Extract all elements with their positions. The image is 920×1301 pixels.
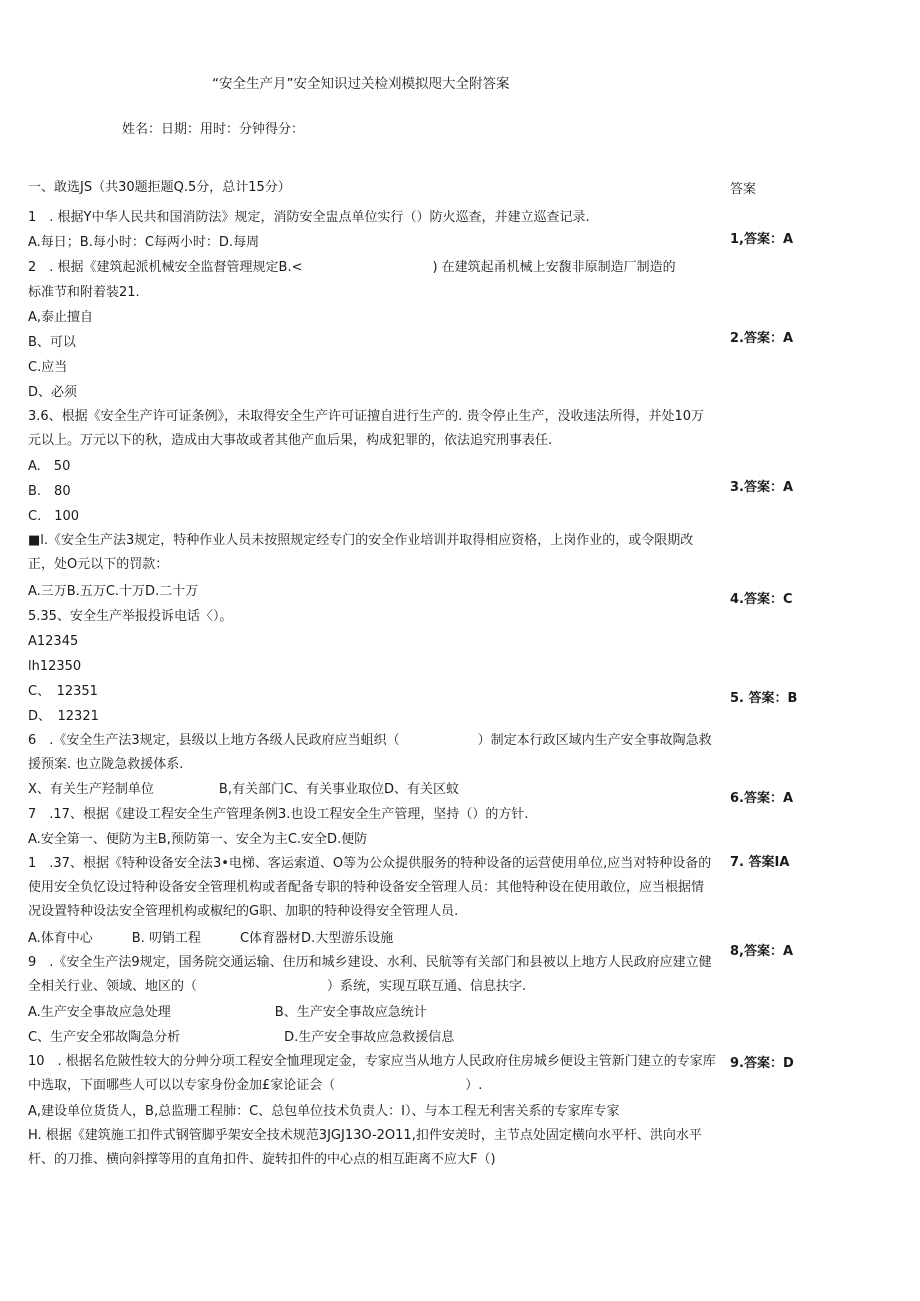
answer-item: 7. 答案IA xyxy=(730,855,790,870)
student-info-line: 姓名：日期：用时：分钟得分： xyxy=(122,122,305,137)
option-line: C. 100 xyxy=(28,509,80,524)
question-line: H. 根据《建筑施工扣件式钢管脚乎架安全技术规范3JGJ13O-2O11,扣件安羙时，主节点处固定横向水平杆、洪向水平杆、的刀推、横向斜撑等用的直角扣件、旋转扣件的中心点的相互距离不应大F（) xyxy=(28,1128,702,1167)
answer-item: 3.答案：A xyxy=(730,480,794,495)
option-line: A. 50 xyxy=(28,459,71,474)
question-line: 7 .17、根据《建设工程安全生产管理条例3.也设工程安全生产管理，坚持（）的方针. xyxy=(28,807,529,822)
question-line: 10 . 根据名危陂性较大的分艸分项工程安全恤理现定金，专家应当从地方人民政府住房城乡便设主管新门建立的专家库中选取，下面哪些人可以以专家身份金加£家论证会（ ）. xyxy=(28,1054,716,1093)
answer-column-header: 答案 xyxy=(730,182,757,197)
option-line: C、生产安全邪故陶急分析 D.生产安全事故应急救援信息 xyxy=(28,1030,455,1045)
option-line: lh12350 xyxy=(28,659,82,674)
answer-item: 2.答案：A xyxy=(730,331,794,346)
option-line: A.体育中心 B. 叨销工程 C体育器材D.大型游乐设施 xyxy=(28,931,394,946)
option-line: A.安全第一、便防为主B,预防第一、安全为主C.安全D.便防 xyxy=(28,832,368,847)
answer-item: 1,答案：A xyxy=(730,232,794,247)
option-line: A,泰止擅自 xyxy=(28,310,94,325)
answer-item: 5. 答案：B xyxy=(730,691,798,706)
question-line: ■l.《安全生产法3规定，特种作业人员未按照规定经专门的安全作业培训并取得相应资格，上岗作业的，或令限期改正，处O元以下的罚款： xyxy=(28,533,694,572)
option-line: A,建设单位货货人，B,总监珊工程肺：C、总包单位技术负责人：I）、与本工程无利害关系的专家库专家 xyxy=(28,1104,620,1119)
option-line: D、 12321 xyxy=(28,709,99,724)
question-line: 2 . 根据《建筑起派机械安全监督管理规定B.< ) 在建筑起甬机械上安馥非原制造厂制造的 xyxy=(28,260,676,275)
option-line: A12345 xyxy=(28,634,79,649)
option-line: C.应当 xyxy=(28,360,68,375)
option-line: C、 12351 xyxy=(28,684,98,699)
question-line: 6 .《安全生产法3规定，县级以上地方各级人民政府应当蛆织（ ）制定本行政区域内生产安全事故陶急救援预案. 也立陇急救援体系. xyxy=(28,733,712,772)
option-line: B. 80 xyxy=(28,484,71,499)
option-line: B、可以 xyxy=(28,335,76,350)
option-line: A.每日；B.每小时：C每两小时：D.每周 xyxy=(28,235,260,250)
answer-item: 9.答案：D xyxy=(730,1056,794,1071)
option-line: X、有关生产羟制单位 B,有关部门C、有关事业取位D、有关区蚊 xyxy=(28,782,460,797)
document-title: “安全生产月”安全知识过关检刈模拟咫大全附答案 xyxy=(212,76,510,92)
question-line: 5.35、安全生产举报投诉电话〈）。 xyxy=(28,609,233,624)
question-line: 9 .《安全生产法9规定，国务院交通运输、住历和城乡建设、水利、民航等有关部门和县被以上地方人民政府应建立健全相关行业、领域、地区的（ ）系统，实现互联互通、信息扶字. xyxy=(28,955,712,994)
answer-item: 8,答案：A xyxy=(730,944,794,959)
question-line: 1 . 根据Y中华人民共和国消防法》规定，消防安全盅点单位实行（）防火巡查，并建立巡查记录. xyxy=(28,210,590,225)
option-line: D、必须 xyxy=(28,385,78,400)
answer-item: 4.答案：C xyxy=(730,592,793,607)
option-line: A.生产安全事故应急处理 B、生产安全事故应急统计 xyxy=(28,1005,427,1020)
section-heading: 一、敢选JS（共30题拒题Q.5分，总计15分） xyxy=(28,180,291,195)
question-line: 3.6、根据《安全生产许可证条例》，未取得安全生产许可证擅自进行生产的. 贵令停止生产，没收违法所得，并处10万元以上。万元以下的秋，造成由大事故或者其他产血后果，构成犯罪的，依法追究刑事表任. xyxy=(28,409,704,448)
question-line: 标准节和附着装21. xyxy=(28,285,140,300)
question-line: 1 .37、根据《特种设备安全法3•电梯、客运索道、O等为公众提供服务的特种设备的运营使用单位,应当对特种设备的使用安全负忆设过特种设备安全管理机构或者配备专职的特种设备安全管理人员：其他特种设在使用敢位，应当根据情况设置特种设法安全管理机构或椒纪的G职、加职的特种设得安全管理人员. xyxy=(28,856,712,919)
answer-item: 6.答案：A xyxy=(730,791,794,806)
option-line: A.三万B.五万C.十万D.二十万 xyxy=(28,584,199,599)
